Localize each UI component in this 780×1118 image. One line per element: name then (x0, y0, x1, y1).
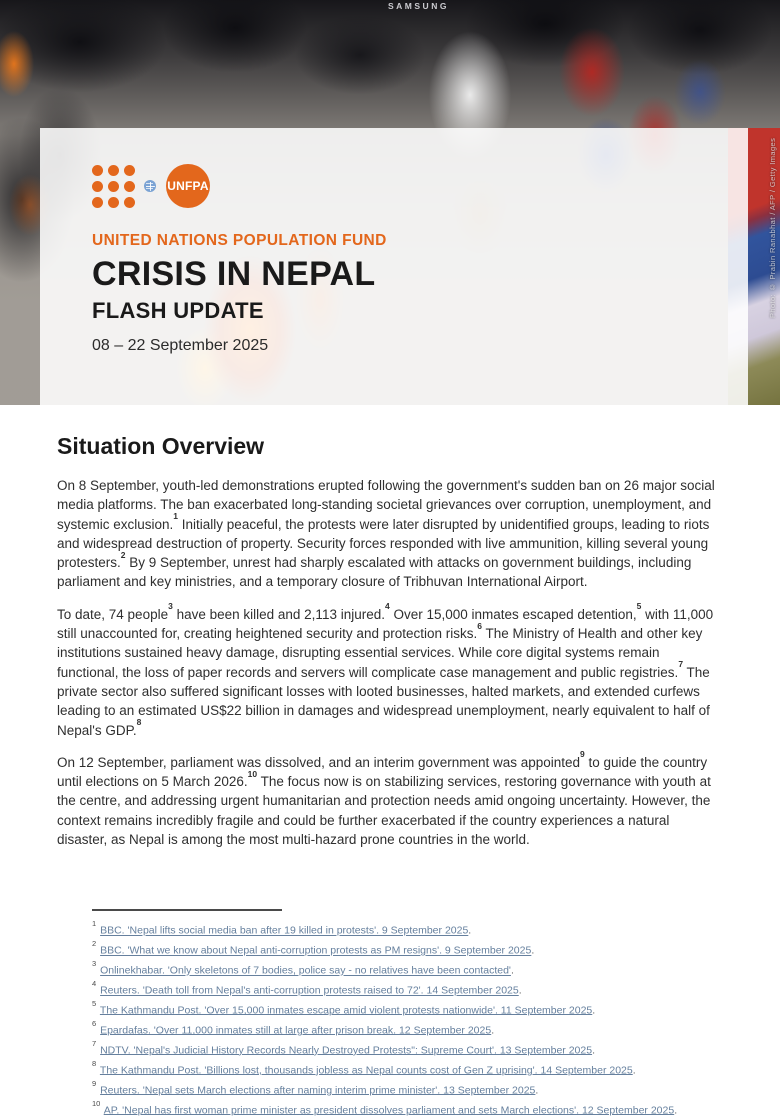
footnote-item (92, 939, 723, 959)
logo-dot-row (92, 181, 156, 192)
footnote-item (92, 1039, 723, 1059)
logo-dot (124, 197, 135, 208)
footnote-tail: . (491, 1024, 494, 1036)
logo-dot-row (92, 165, 156, 176)
footnote-number: 8 (92, 1059, 96, 1068)
footnote-ref: 3 (168, 601, 173, 611)
logo-dot (92, 165, 103, 176)
footnote-tail: . (531, 945, 534, 957)
body-paragraph: To date, 74 people$^3$ have been killed and 2,113 injured.$^4$ Over 15,000 inmates escaped detention,$^5$ with 11,000 still unaccounted for, creating heightened security and protection risks.$^6$ The Ministry of Health and other key institutions sustained heavy damage, disrupting essential services. While core digital systems remain functional, the loss of paper records and servers will complicate case management and public registries.$^7$ The private sector also suffered significant losses with looted businesses, halted markets, and extended curfews leading to an estimated US$22 billion in damages and widespread unemployment, nearly equivalent to half of Nepal's GDP.$^8$ (57, 605, 723, 740)
footnote-number: 1 (92, 919, 96, 928)
footnote-separator (92, 909, 282, 911)
footnote-link[interactable]: AP. 'Nepal has first woman prime minister as president dissolves parliament and sets March elections'. 12 September 2025 (104, 1104, 675, 1116)
logo-dots-grid (92, 165, 156, 208)
photo-credit: Photo: © Prabin Ranabhat / AFP / Getty Images (768, 8, 777, 318)
footnote-link[interactable]: BBC. 'What we know about Nepal anti-corruption protests as PM resigns'. 9 September 2025 (100, 945, 531, 957)
footnote-ref: 10 (248, 769, 257, 779)
document-title: CRISIS IN NEPAL (92, 257, 748, 293)
footnote-item (92, 1099, 723, 1118)
unfpa-logo-circle (166, 164, 210, 208)
body-paragraph: On 8 September, youth-led demonstrations erupted following the government's sudden ban on 26 major social media platforms. The ban exacerbated long-standing societal grievances over corruption, unemployment, and systemic exclusion.$^1$ Initially peaceful, the protests were later disrupted by unidentified groups, leading to riots and widespread destruction of property. Security forces responded with live ammunition, killing several young protesters.$^2$ By 9 September, unrest had sharply escalated with attacks on government buildings, including parliament and key ministries, and a temporary closure of Tribhuvan International Airport. (57, 476, 723, 592)
footnote-ref: 8 (137, 717, 142, 727)
footnote-ref: 4 (385, 601, 390, 611)
footnote-ref: 7 (678, 659, 683, 669)
footnote-ref: 6 (477, 621, 482, 631)
footnote-number: 4 (92, 979, 96, 988)
logo-dot-row (92, 197, 156, 208)
document-subtitle: FLASH UPDATE (92, 298, 748, 324)
logo-dot (124, 165, 135, 176)
footnote-item (92, 979, 723, 999)
footnote-item (92, 1019, 723, 1039)
footnote-tail: . (535, 1084, 538, 1096)
footnote-number: 7 (92, 1039, 96, 1048)
footnote-number: 2 (92, 939, 96, 948)
footnote-list (92, 919, 723, 1118)
logo-dot (124, 181, 135, 192)
footnote-link[interactable]: Reuters. 'Death toll from Nepal's anti-corruption protests raised to 72'. 14 September 2025 (100, 985, 519, 997)
footnote-ref: 5 (637, 601, 642, 611)
footnote-tail: . (468, 925, 471, 937)
footnote-tail: . (519, 985, 522, 997)
footnote-tail: . (592, 1004, 595, 1016)
masthead-card (40, 128, 748, 405)
footnote-tail: . (633, 1064, 636, 1076)
unfpa-logo-text: UNFPA (167, 179, 208, 193)
footnote-number: 3 (92, 959, 96, 968)
logo-dot (92, 181, 103, 192)
footnote-item (92, 919, 723, 939)
footnote-link[interactable]: Onlinekhabar. 'Only skeletons of 7 bodies, police say - no relatives have been contacted' (100, 965, 511, 977)
footnote-link[interactable]: The Kathmandu Post. 'Billions lost, thousands jobless as Nepal counts cost of Gen Z uprising'. 14 September 2025 (100, 1064, 633, 1076)
footnote-link[interactable]: The Kathmandu Post. 'Over 15,000 inmates escape amid violent protests nationwide'. 11 September 2025 (100, 1004, 592, 1016)
footnote-number: 5 (92, 999, 96, 1008)
footnote-number: 9 (92, 1079, 96, 1088)
article-body (0, 405, 780, 1118)
logo-dot (108, 181, 119, 192)
footnote-link[interactable]: Epardafas. 'Over 11,000 inmates still at large after prison break. 12 September 2025 (100, 1024, 491, 1036)
footnote-ref: 1 (173, 511, 178, 521)
org-name: UNITED NATIONS POPULATION FUND (92, 232, 748, 250)
footnote-tail: . (592, 1044, 595, 1056)
footnote-item (92, 1079, 723, 1099)
footnote-item (92, 1059, 723, 1079)
footnote-tail: . (511, 965, 514, 977)
section-heading: Situation Overview (57, 433, 723, 460)
unfpa-logo (92, 164, 748, 208)
footnote-item (92, 999, 723, 1019)
footnote-link[interactable]: BBC. 'Nepal lifts social media ban after 19 killed in protests'. 9 September 2025 (100, 925, 468, 937)
footnote-ref: 2 (121, 550, 126, 560)
footnote-number: 10 (92, 1099, 100, 1108)
logo-dot (108, 197, 119, 208)
footnote-number: 6 (92, 1019, 96, 1028)
footnote-link[interactable]: NDTV. 'Nepal's Judicial History Records Nearly Destroyed Protests": Supreme Court'. 13 September 2025 (100, 1044, 592, 1056)
body-paragraph: On 12 September, parliament was dissolved, and an interim government was appointed$^9$ to guide the country until elections on 5 March 2026.10 The focus now is on stabilizing services, restoring governance with youth at the centre, and addressing urgent humanitarian and protection needs amid ongoing uncertainty. However, the context remains incredibly fragile and could be further exacerbated if the country experiences a natural disaster, as Nepal is among the most multi-hazard prone countries in the world. (57, 753, 723, 849)
un-emblem-icon (144, 180, 156, 192)
footnotes-section (57, 909, 723, 1118)
footnote-item (92, 959, 723, 979)
photo-signage-text: SAMSUNG (388, 1, 449, 11)
report-date-range: 08 – 22 September 2025 (92, 337, 748, 355)
logo-dot (92, 197, 103, 208)
footnote-ref: 9 (580, 749, 585, 759)
footnote-tail: . (674, 1104, 677, 1116)
article-paragraphs (57, 476, 723, 849)
logo-dot (108, 165, 119, 176)
footnote-link[interactable]: Reuters. 'Nepal sets March elections after naming interim prime minister'. 13 September 2025 (100, 1084, 535, 1096)
